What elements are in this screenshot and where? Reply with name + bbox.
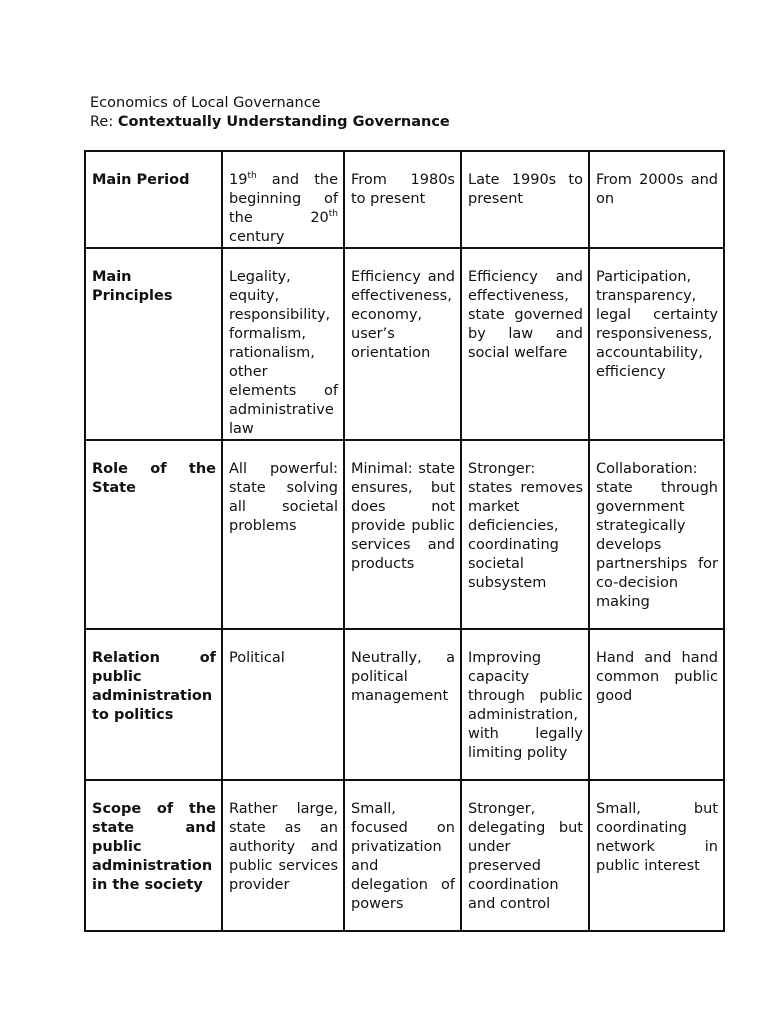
row-header-relation-to-politics: Relation of public administration to politics — [85, 629, 222, 780]
cell-relation-1980s: Neutrally, a political management — [344, 629, 461, 780]
cell-relation-2000s: Hand and hand common public good — [589, 629, 724, 780]
re-title: Contextually Understanding Governance — [117, 114, 450, 130]
cell-period-late-1990s: Late 1990s to present — [461, 151, 589, 248]
cell-scope-1980s: Small, focused on privatization and delegation of powers — [344, 780, 461, 931]
cell-principles-19th-century: Legality, equity, responsibility, formalism, rationalism, other elements of administrative law — [222, 248, 344, 440]
table-row-scope-of-state — [85, 780, 724, 931]
cell-scope-2000s: Small, but coordinating network in public interest — [589, 780, 724, 931]
cell-scope-19th-century: Rather large, state as an authority and public services provider — [222, 780, 344, 931]
cell-principles-1980s: Efficiency and effectiveness, economy, user’s orientation — [344, 248, 461, 440]
cell-role-1980s: Minimal: state ensures, but does not provide public services and products — [344, 440, 461, 629]
row-header-main-principles: Main Principles — [85, 248, 222, 440]
cell-scope-late-1990s: Stronger, delegating but under preserved coordination and control — [461, 780, 589, 931]
cell-role-19th-century: All powerful: state solving all societal problems — [222, 440, 344, 629]
cell-period-2000s: From 2000s and on — [589, 151, 724, 248]
re-prefix: Re: — [90, 114, 114, 130]
cell-period-1980s: From 1980s to present — [344, 151, 461, 248]
table-row-role-of-state — [85, 440, 724, 629]
cell-role-late-1990s: Stronger: states removes market deficiencies, coordinating societal subsystem — [461, 440, 589, 629]
course-title: Economics of Local Governance — [90, 95, 321, 111]
cell-period-19th-century: 19th and the beginning of the 20th century — [222, 151, 344, 248]
cell-relation-19th-century: Political — [222, 629, 344, 780]
cell-relation-late-1990s: Improving capacity through public administration, with legally limiting polity — [461, 629, 589, 780]
table-row-relation-to-politics — [85, 629, 724, 780]
row-header-main-period: Main Period — [85, 151, 222, 248]
re-line — [90, 113, 450, 132]
cell-role-2000s: Collaboration: state through government strategically develops partnerships for co-decision making — [589, 440, 724, 629]
row-header-scope-of-state: Scope of the state and public administration in the society — [85, 780, 222, 931]
row-header-role-of-state: Role of the State — [85, 440, 222, 629]
table-row-main-period — [85, 151, 724, 248]
cell-principles-2000s: Participation, transparency, legal certainty responsiveness, accountability, efficiency — [589, 248, 724, 440]
document-header — [90, 94, 450, 132]
cell-principles-late-1990s: Efficiency and effectiveness, state governed by law and social welfare — [461, 248, 589, 440]
governance-comparison-table — [84, 150, 725, 932]
table-row-main-principles — [85, 248, 724, 440]
